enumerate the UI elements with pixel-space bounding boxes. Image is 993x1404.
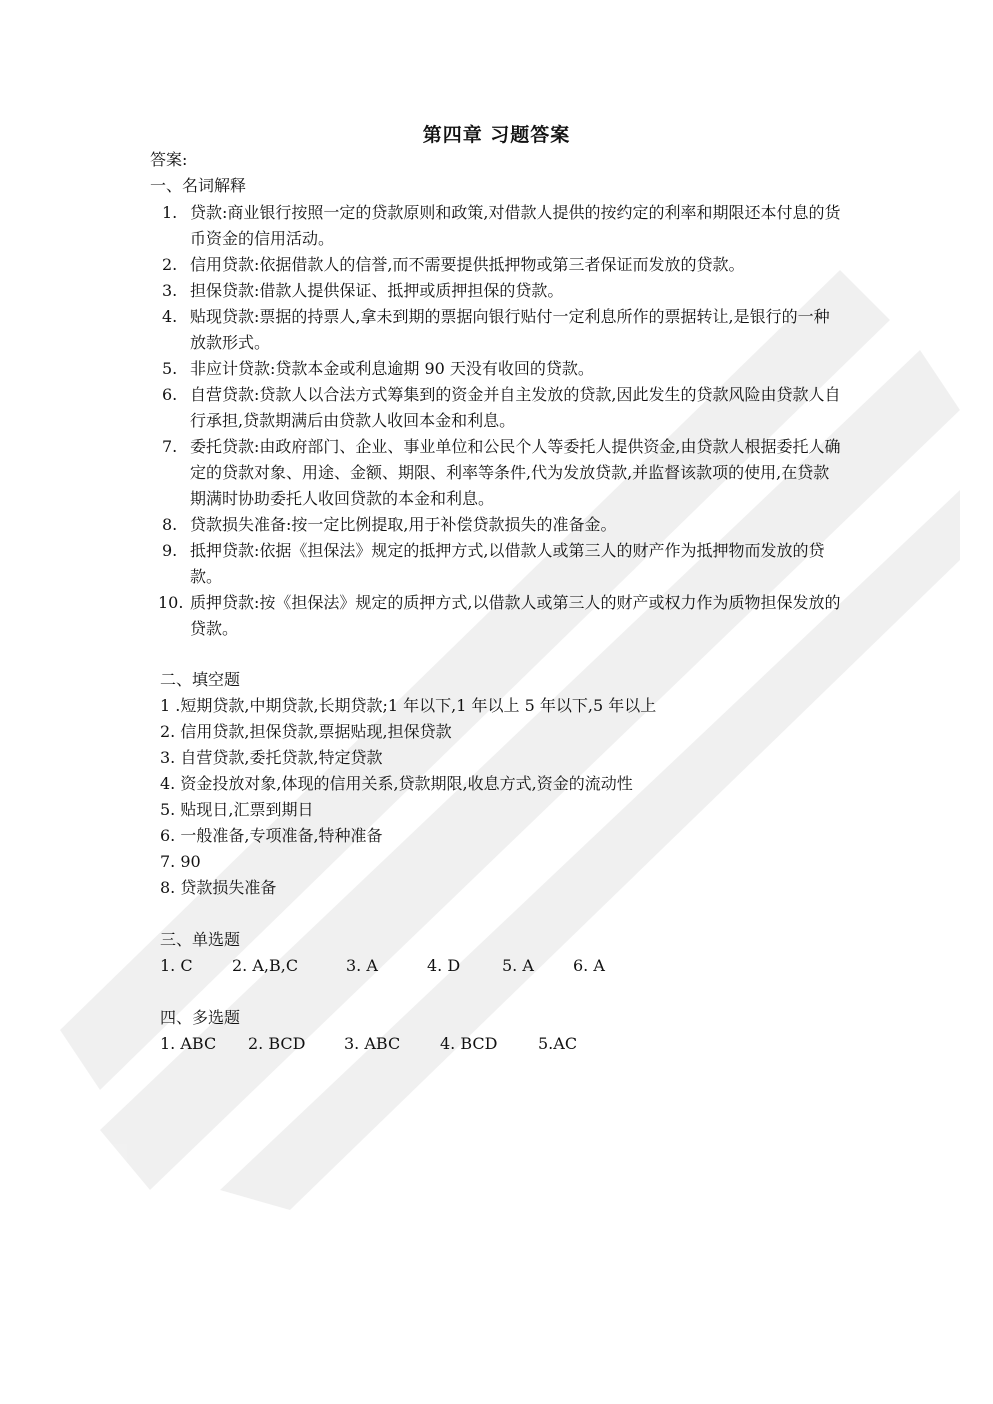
definition-item: 自营贷款:贷款人以合法方式筹集到的资金并自主发放的贷款,因此发生的贷款风险由贷款人自行承担,贷款期满后由贷款人收回本金和利息。 — [190, 385, 841, 430]
definition-item: 担保贷款:借款人提供保证、抵押或质押担保的贷款。 — [190, 281, 564, 300]
answer-label: 答案: — [150, 150, 188, 169]
definition-number: 2. — [162, 255, 178, 274]
multiple-choice-answer: 2. BCD — [248, 1034, 306, 1053]
multiple-choice-answer: 4. BCD — [440, 1034, 498, 1053]
definition-number: 6. — [162, 385, 178, 404]
definition-item: 信用贷款:依据借款人的信誉,而不需要提供抵押物或第三者保证而发放的贷款。 — [190, 255, 745, 274]
section2-heading: 二、填空题 — [160, 670, 241, 689]
definition-number: 3. — [162, 281, 178, 300]
fill-blank-answer: 2. 信用贷款,担保贷款,票据贴现,担保贷款 — [160, 722, 452, 741]
single-choice-answer: 1. C — [160, 956, 193, 975]
definition-item: 委托贷款:由政府部门、企业、事业单位和公民个人等委托人提供资金,由贷款人根据委托人确定的贷款对象、用途、金额、期限、利率等条件,代为发放贷款,并监督该款项的使用,在贷款期满时协助委托人收回贷款的本金和利息。 — [190, 437, 841, 508]
section4-heading: 四、多选题 — [160, 1008, 241, 1027]
fill-blank-answer: 4. 资金投放对象,体现的信用关系,贷款期限,收息方式,资金的流动性 — [160, 774, 633, 793]
fill-blank-answer: 1 .短期贷款,中期贷款,长期贷款;1 年以下,1 年以上 5 年以下,5 年以上 — [160, 696, 657, 715]
definition-item: 贷款:商业银行按照一定的贷款原则和政策,对借款人提供的按约定的利率和期限还本付息的货币资金的信用活动。 — [190, 203, 841, 248]
definition-item: 贴现贷款:票据的持票人,拿未到期的票据向银行贴付一定利息所作的票据转让,是银行的一种放款形式。 — [190, 307, 830, 352]
fill-blank-answer: 7. 90 — [160, 852, 201, 871]
fill-blank-answer: 5. 贴现日,汇票到期日 — [160, 800, 314, 819]
multiple-choice-answer: 5.AC — [538, 1034, 578, 1053]
single-choice-answer: 2. A,B,C — [232, 956, 299, 975]
definition-number: 8. — [162, 515, 178, 534]
definition-item: 贷款损失准备:按一定比例提取,用于补偿贷款损失的准备金。 — [190, 515, 617, 534]
definition-item: 非应计贷款:贷款本金或利息逾期 90 天没有收回的贷款。 — [190, 359, 594, 378]
fill-blank-answer: 6. 一般准备,专项准备,特种准备 — [160, 826, 383, 845]
single-choice-answer: 3. A — [346, 956, 378, 975]
fill-blank-answer: 3. 自营贷款,委托贷款,特定贷款 — [160, 748, 383, 767]
single-choice-answer: 6. A — [573, 956, 605, 975]
definition-number: 9. — [162, 541, 178, 560]
section3-heading: 三、单选题 — [160, 930, 241, 949]
definition-item: 抵押贷款:依据《担保法》规定的抵押方式,以借款人或第三人的财产作为抵押物而发放的贷款。 — [190, 541, 825, 586]
fill-blank-answer: 8. 贷款损失准备 — [160, 878, 277, 897]
definition-item: 质押贷款:按《担保法》规定的质押方式,以借款人或第三人的财产或权力作为质物担保发放的贷款。 — [190, 593, 841, 638]
definition-number: 7. — [162, 437, 178, 456]
multiple-choice-answer: 3. ABC — [344, 1034, 401, 1053]
definition-number: 10. — [158, 593, 184, 612]
definition-number: 5. — [162, 359, 178, 378]
definition-number: 4. — [162, 307, 178, 326]
page-title: 第四章 习题答案 — [422, 124, 571, 146]
section1-heading: 一、名词解释 — [150, 176, 247, 195]
definition-number: 1. — [162, 203, 178, 222]
single-choice-answer: 5. A — [502, 956, 534, 975]
single-choice-answer: 4. D — [427, 956, 461, 975]
multiple-choice-answer: 1. ABC — [160, 1034, 217, 1053]
